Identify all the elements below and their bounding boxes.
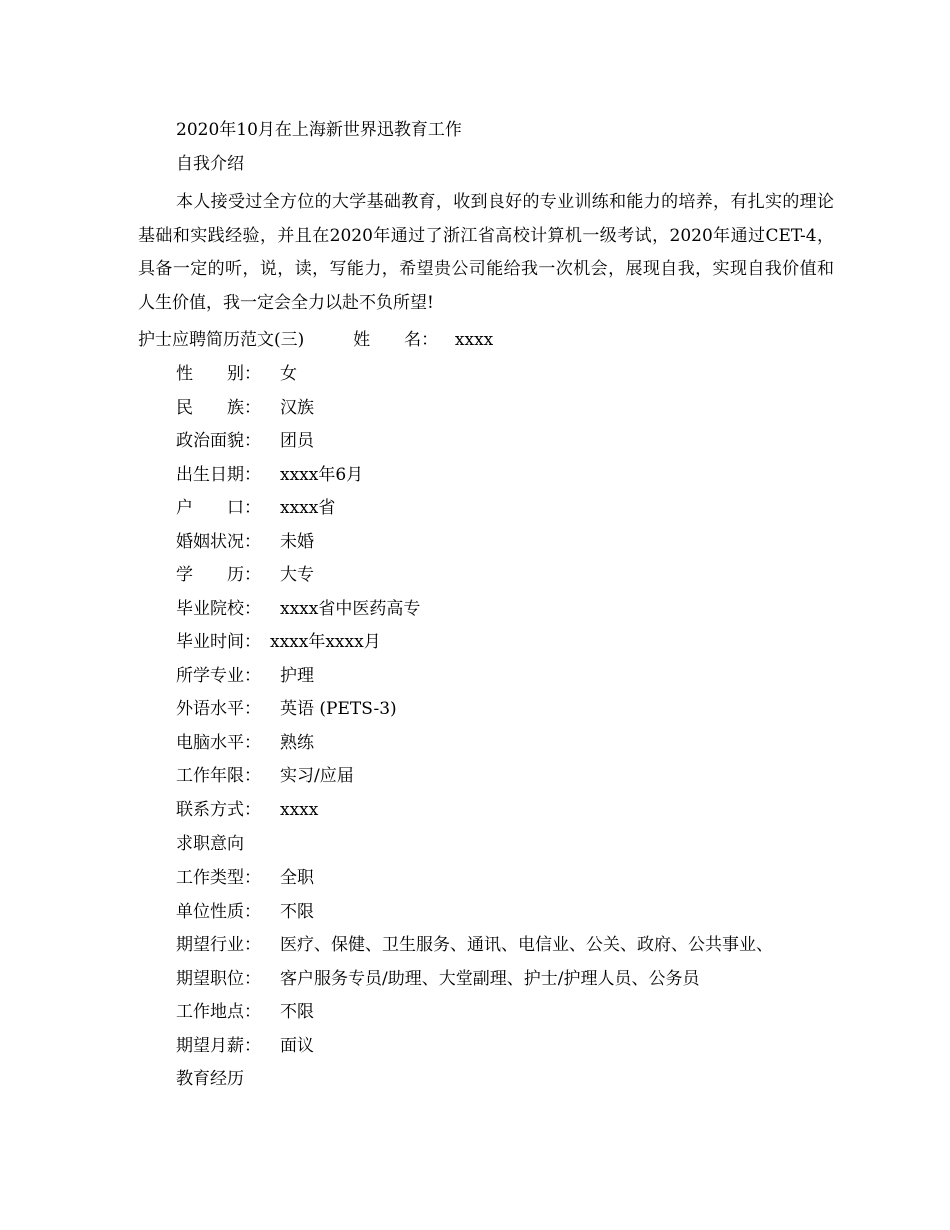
info-value: xxxx年6月 — [280, 464, 364, 485]
info-label: 出生日期： — [176, 464, 261, 485]
info-row — [176, 430, 314, 452]
info-value: 全职 — [280, 868, 314, 888]
info-value: xxxx省中医药高专 — [280, 598, 421, 619]
info-label: 联系方式： — [176, 799, 261, 820]
info-row — [176, 531, 314, 553]
intro-heading: 自我介绍 — [176, 154, 244, 174]
info-label: 婚姻状况： — [176, 531, 261, 552]
info-row — [176, 665, 314, 687]
info-value: 客户服务专员/助理、大堂副理、护士/护理人员、公务员 — [280, 968, 700, 989]
info-row — [176, 901, 314, 923]
info-label: 单位性质： — [176, 901, 261, 922]
info-row — [176, 1035, 314, 1057]
resume-title-line — [138, 329, 493, 351]
resume-title: 护士应聘简历范文(三) — [138, 330, 305, 350]
info-value: 不限 — [280, 1002, 314, 1022]
info-row — [176, 799, 319, 821]
info-label: 工作年限： — [176, 766, 261, 786]
info-row — [176, 968, 700, 990]
info-label: 毕业院校： — [176, 598, 261, 619]
name-label: 姓 名： — [353, 330, 439, 350]
info-value: xxxx省 — [280, 498, 336, 518]
info-value: 医疗、保健、卫生服务、通讯、电信业、公关、政府、公共事业、 — [280, 935, 773, 955]
info-value: 团员 — [280, 431, 314, 451]
education-heading: 教育经历 — [176, 1069, 244, 1089]
info-row — [176, 1001, 314, 1023]
info-row — [176, 765, 354, 787]
info-row — [176, 397, 314, 419]
info-row — [176, 631, 381, 653]
info-row — [176, 934, 773, 956]
info-value: xxxx年xxxx月 — [270, 632, 381, 652]
info-value: 女 — [280, 364, 297, 384]
info-row — [176, 698, 397, 720]
info-row — [176, 363, 297, 385]
info-label: 毕业时间： — [176, 632, 261, 652]
info-label: 期望月薪： — [176, 1035, 261, 1056]
info-value: 面议 — [280, 1035, 314, 1056]
info-row — [176, 598, 421, 620]
work-history-line: 2020年10月在上海新世界迅教育工作 — [176, 120, 462, 140]
info-value: 英语 (PETS-3) — [280, 699, 397, 719]
info-label: 期望行业： — [176, 935, 261, 955]
intro-paragraph: 本人接受过全方位的大学基础教育，收到良好的专业训练和能力的培养，有扎实的理论基础和实践经验，并且在2020年通过了浙江省高校计算机一级考试，2020年通过CET-4，具备一定的听，说，读，写能力，希望贵公司能给我一次机会，展现自我，实现自我价值和人生价值，我一定会全力以赴不负所望! — [138, 192, 834, 313]
info-value: 护理 — [280, 665, 314, 686]
info-value: xxxx — [280, 799, 319, 820]
info-label: 工作类型： — [176, 868, 261, 888]
job-intent-heading: 求职意向 — [176, 834, 244, 854]
info-label: 户 口： — [176, 498, 261, 518]
info-label: 性 别： — [176, 364, 261, 384]
name-value: xxxx — [454, 330, 494, 350]
info-label: 所学专业： — [176, 665, 261, 686]
info-label: 电脑水平： — [176, 732, 261, 753]
info-value: 实习/应届 — [280, 766, 354, 786]
info-value: 汉族 — [280, 397, 314, 418]
info-row — [176, 867, 314, 889]
info-label: 民 族： — [176, 397, 261, 418]
info-label: 外语水平： — [176, 699, 261, 719]
info-row — [176, 564, 314, 586]
info-value: 熟练 — [280, 732, 314, 753]
info-value: 未婚 — [280, 531, 314, 552]
info-row — [176, 497, 336, 519]
info-value: 不限 — [280, 901, 314, 922]
info-row — [176, 732, 314, 754]
info-label: 政治面貌： — [176, 431, 261, 451]
info-row — [176, 464, 364, 486]
info-label: 期望职位： — [176, 968, 261, 989]
info-label: 学 历： — [176, 565, 261, 585]
info-value: 大专 — [280, 565, 314, 585]
info-label: 工作地点： — [176, 1002, 261, 1022]
